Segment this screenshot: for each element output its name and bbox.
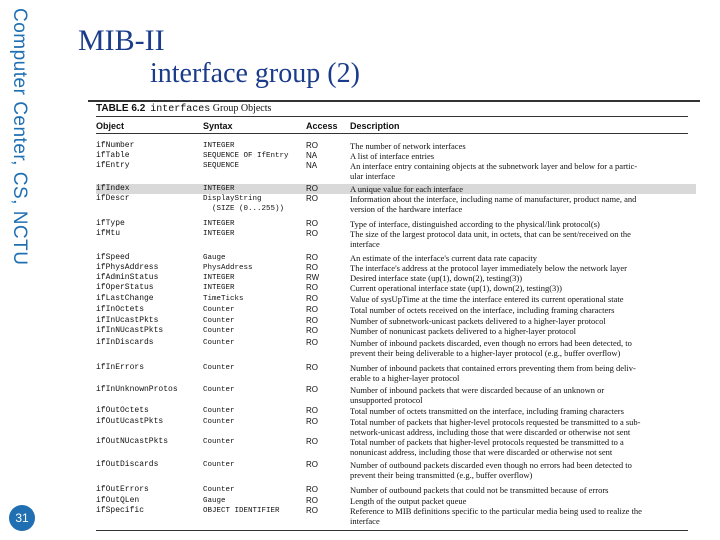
column-header-syntax: Syntax	[203, 121, 233, 131]
table-caption-text: Group Objects	[212, 103, 272, 114]
cell-syntax: OBJECT IDENTIFIER	[203, 507, 280, 515]
cell-object: ifMtu	[96, 229, 121, 238]
cell-syntax: Counter	[203, 407, 235, 415]
cell-access: RO	[306, 141, 318, 150]
cell-description: Total number of packets that higher-level protocols requested be transmitted to a sub- network-unicast address, including those that were discarded or otherwise not sent	[350, 417, 641, 437]
column-header-description: Description	[350, 121, 400, 131]
cell-syntax: Counter	[203, 327, 235, 335]
cell-syntax: SEQUENCE OF IfEntry	[203, 152, 289, 160]
cell-syntax: Counter	[203, 306, 235, 314]
cell-object: ifLastChange	[96, 294, 154, 303]
cell-description: Number of outbound packets that could not be transmitted because of errors	[350, 485, 609, 495]
cell-description: Desired interface state (up(1), down(2), testing(3))	[350, 273, 523, 283]
cell-object: ifType	[96, 219, 125, 228]
cell-description: Number of inbound packets discarded, even though no errors had been detected, to prevent their being deliverable to a higher-layer protocol (e.g., buffer overflow)	[350, 338, 632, 358]
cell-syntax: Gauge	[203, 497, 226, 505]
table-row	[96, 338, 696, 358]
cell-description: Number of inbound packets that were discarded because of an unknown or unsupported protocol	[350, 385, 605, 405]
cell-description: Reference to MIB definitions specific to the particular media being used to realize the interface	[350, 506, 642, 526]
cell-access: RW	[306, 273, 320, 282]
cell-syntax: Gauge	[203, 254, 226, 262]
cell-object: ifOutUcastPkts	[96, 417, 164, 426]
cell-description: A list of interface entries	[350, 151, 435, 161]
page-title: MIB-II	[78, 24, 165, 57]
cell-access: RO	[306, 294, 318, 303]
cell-object: ifInUcastPkts	[96, 316, 159, 325]
cell-syntax: Counter	[203, 317, 235, 325]
column-header-access: Access	[306, 121, 338, 131]
table-row	[96, 161, 696, 181]
cell-access: NA	[306, 161, 318, 170]
cell-description: The size of the largest protocol data unit, in octets, that can be sent/received on the interface	[350, 229, 631, 249]
cell-object: ifOutQLen	[96, 496, 140, 505]
cell-access: RO	[306, 219, 318, 228]
cell-description: Number of subnetwork-unicast packets delivered to a higher-layer protocol	[350, 316, 606, 326]
cell-object: ifInNUcastPkts	[96, 326, 164, 335]
cell-access: RO	[306, 437, 318, 446]
table-caption-mono: interfaces	[150, 104, 211, 115]
cell-object: ifInOctets	[96, 305, 145, 314]
table-row	[96, 385, 696, 405]
cell-access: RO	[306, 496, 318, 505]
cell-description: Value of sysUpTime at the time the interface entered its current operational state	[350, 294, 624, 304]
cell-syntax: INTEGER	[203, 142, 235, 150]
header-rule-top	[96, 116, 688, 117]
cell-object: ifOutOctets	[96, 406, 149, 415]
cell-object: ifOutErrors	[96, 485, 149, 494]
cell-access: RO	[306, 417, 318, 426]
cell-object: ifOutDiscards	[96, 460, 159, 469]
table-row	[96, 506, 696, 526]
cell-syntax: INTEGER	[203, 274, 235, 282]
cell-access: RO	[306, 263, 318, 272]
cell-access: RO	[306, 506, 318, 515]
cell-description: Current operational interface state (up(1), down(2), testing(3))	[350, 283, 562, 293]
cell-description: Length of the output packet queue	[350, 496, 467, 506]
cell-syntax: INTEGER	[203, 185, 235, 193]
cell-syntax: SEQUENCE	[203, 162, 240, 170]
cell-syntax: Counter	[203, 386, 235, 394]
cell-object: ifIndex	[96, 184, 130, 193]
cell-syntax: INTEGER	[203, 284, 235, 292]
cell-object: ifInUnknownProtos	[96, 385, 178, 394]
cell-access: RO	[306, 194, 318, 203]
cell-access: RO	[306, 385, 318, 394]
cell-object: ifDescr	[96, 194, 130, 203]
cell-syntax: PhysAddress	[203, 264, 253, 272]
cell-access: RO	[306, 305, 318, 314]
sidebar-label: Computer Center, CS, NCTU	[9, 8, 30, 266]
cell-access: NA	[306, 151, 318, 160]
cell-syntax: Counter	[203, 438, 235, 446]
footer-rule	[96, 530, 688, 531]
header-rule-bottom	[96, 133, 688, 134]
table-label: TABLE 6.2	[96, 103, 146, 114]
cell-access: RO	[306, 326, 318, 335]
cell-object: ifTable	[96, 151, 130, 160]
cell-description: Type of interface, distinguished according to the physical/link protocol(s)	[350, 219, 600, 229]
cell-syntax: Counter	[203, 486, 235, 494]
cell-object: ifNumber	[96, 141, 135, 150]
cell-access: RO	[306, 485, 318, 494]
cell-syntax: INTEGER	[203, 220, 235, 228]
cell-description: Number of inbound packets that contained errors preventing them from being deliv- erable to a higher-layer protocol	[350, 363, 636, 383]
cell-access: RO	[306, 229, 318, 238]
cell-syntax: INTEGER	[203, 230, 235, 238]
sidebar	[0, 0, 44, 540]
cell-description: Information about the interface, including name of manufacturer, product name, and version of the hardware interface	[350, 194, 637, 214]
cell-access: RO	[306, 253, 318, 262]
cell-syntax: Counter	[203, 418, 235, 426]
cell-description: Total number of octets received on the interface, including framing characters	[350, 305, 615, 315]
cell-object: ifOperStatus	[96, 283, 154, 292]
table-row	[96, 229, 696, 249]
cell-object: ifSpecific	[96, 506, 145, 515]
cell-object: ifOutNUcastPkts	[96, 437, 169, 446]
column-header-object: Object	[96, 121, 125, 131]
cell-description: Total number of octets transmitted on the interface, including framing characters	[350, 406, 624, 416]
cell-description: The number of network interfaces	[350, 141, 466, 151]
cell-object: ifInErrors	[96, 363, 145, 372]
cell-object: ifAdminStatus	[96, 273, 159, 282]
cell-description: A unique value for each interface	[350, 184, 464, 194]
cell-description: The interface's address at the protocol layer immediately below the network layer	[350, 263, 627, 273]
cell-access: RO	[306, 363, 318, 372]
cell-access: RO	[306, 460, 318, 469]
cell-object: ifSpeed	[96, 253, 130, 262]
table-caption	[96, 103, 271, 115]
title-divider	[88, 100, 700, 102]
table-row	[96, 437, 696, 457]
cell-description: An interface entry containing objects at the subnetwork layer and below for a partic- ular interface	[350, 161, 638, 181]
cell-access: RO	[306, 283, 318, 292]
table-row	[96, 184, 696, 194]
table-row	[96, 194, 696, 214]
table-row	[96, 417, 696, 437]
cell-access: RO	[306, 316, 318, 325]
cell-description: Number of nonunicast packets delivered to a higher-layer protocol	[350, 326, 576, 336]
cell-description: Total number of packets that higher-level protocols requested be transmitted to a nonunicast address, including those that were discarded or otherwise not sent	[350, 437, 624, 457]
cell-object: ifPhysAddress	[96, 263, 159, 272]
cell-syntax: TimeTicks	[203, 295, 244, 303]
cell-access: RO	[306, 406, 318, 415]
cell-description: Number of outbound packets discarded even though no errors had been detected to prevent their being transmitted (e.g., buffer overflow)	[350, 460, 632, 480]
cell-access: RO	[306, 338, 318, 347]
cell-object: ifInDiscards	[96, 338, 154, 347]
cell-syntax: DisplayString (SIZE (0...255))	[203, 195, 285, 213]
cell-syntax: Counter	[203, 364, 235, 372]
cell-access: RO	[306, 184, 318, 193]
page-subtitle: interface group (2)	[150, 58, 360, 89]
cell-description: An estimate of the interface's current data rate capacity	[350, 253, 538, 263]
cell-object: ifEntry	[96, 161, 130, 170]
cell-syntax: Counter	[203, 339, 235, 347]
page-number-badge: 31	[9, 505, 35, 531]
table-row	[96, 460, 696, 480]
cell-syntax: Counter	[203, 461, 235, 469]
table-row	[96, 363, 696, 383]
